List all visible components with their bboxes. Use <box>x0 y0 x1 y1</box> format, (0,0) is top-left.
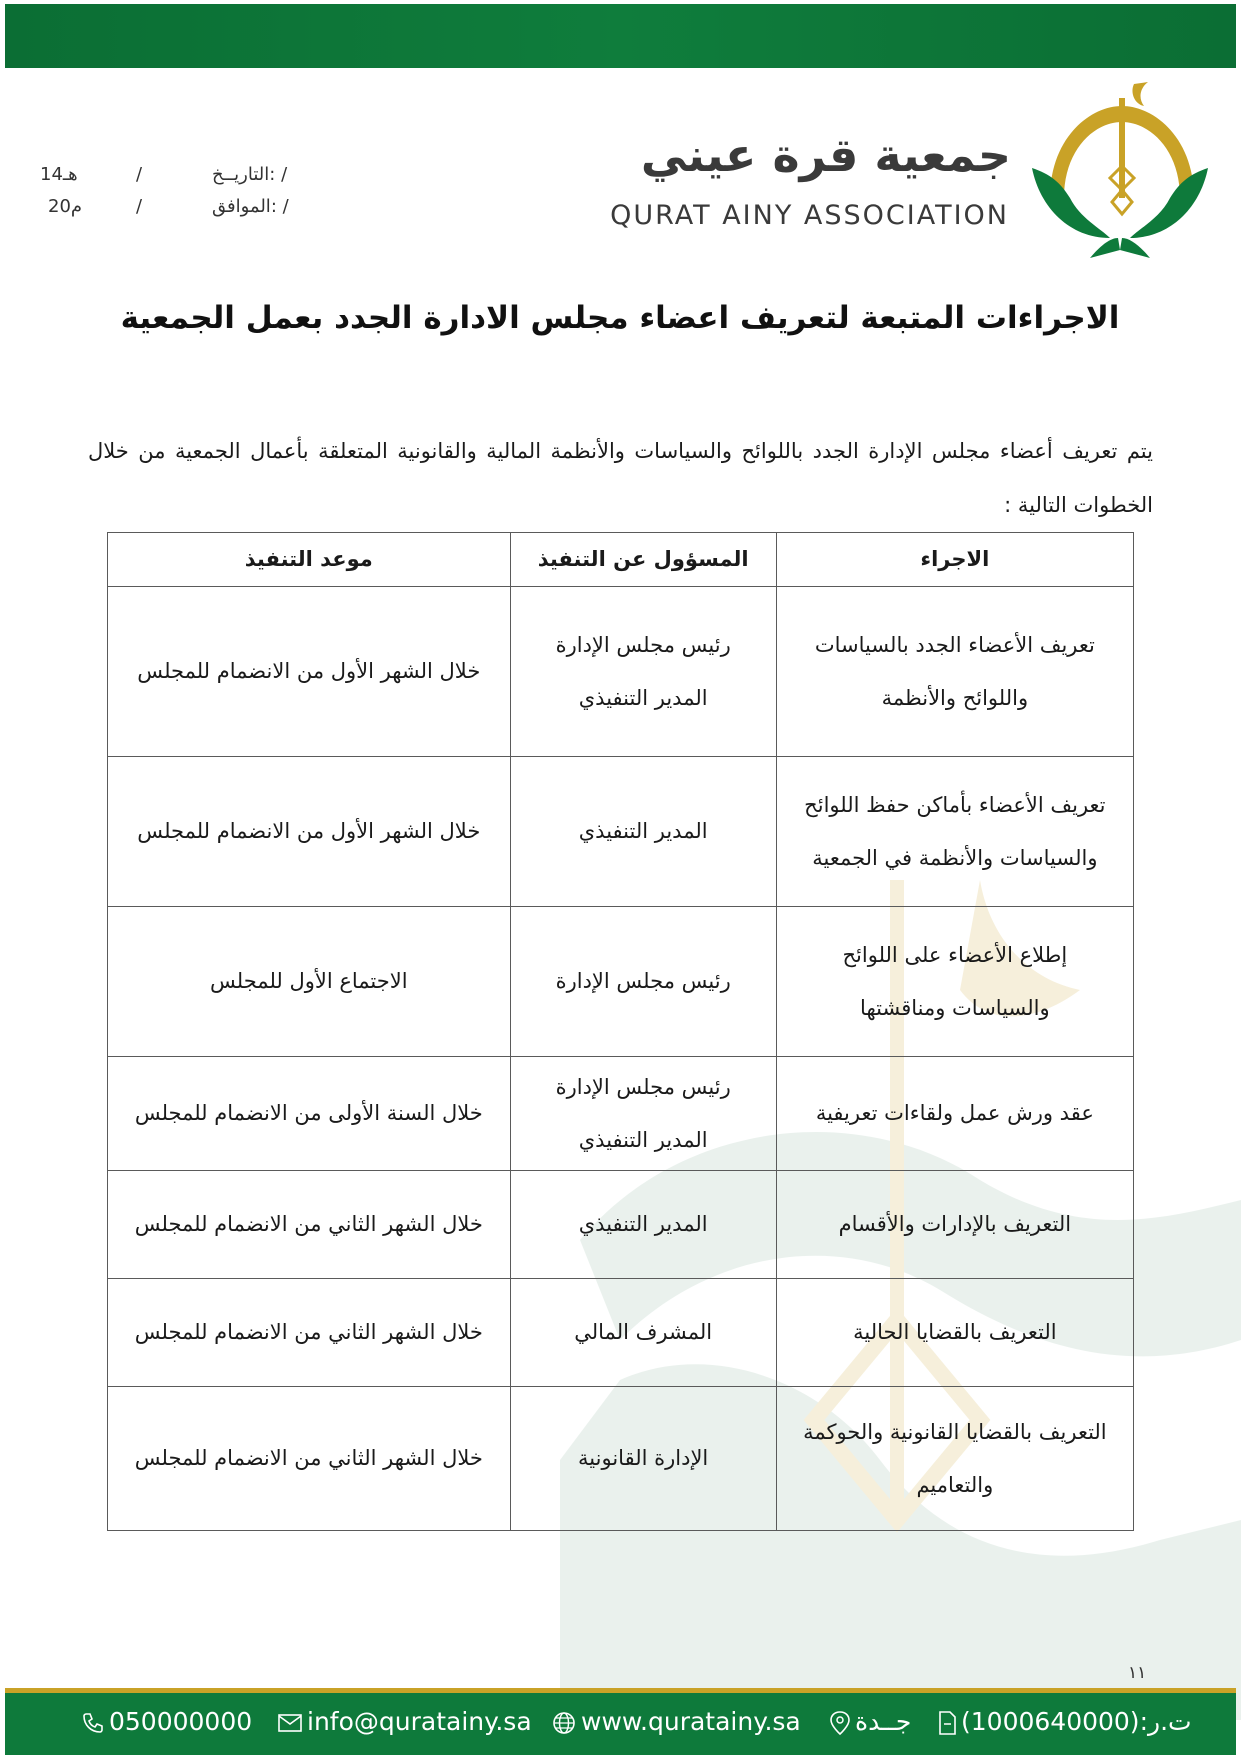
owner-line: رئيس مجلس الإدارة <box>555 632 731 657</box>
owner-line: رئيس مجلس الإدارة <box>555 1074 731 1099</box>
globe-icon <box>551 1710 577 1736</box>
document-icon <box>937 1710 957 1736</box>
city-name: جــدة <box>855 1707 912 1736</box>
phone-icon <box>81 1711 105 1735</box>
action-cell: التعريف بالقضايا الحالية <box>776 1279 1133 1387</box>
table-header-row <box>108 533 1134 587</box>
action-cell: تعريف الأعضاء الجدد بالسياسات واللوائح والأنظمة <box>776 587 1133 757</box>
action-cell: التعريف بالإدارات والأقسام <box>776 1171 1133 1279</box>
brand-name-arabic: جمعية قرة عيني <box>640 128 1011 182</box>
gregorian-date-row <box>40 196 310 228</box>
owner-cell: الإدارة القانونية <box>510 1387 776 1531</box>
location-pin-icon <box>829 1710 851 1736</box>
gregorian-date-label: الموافق: / <box>212 196 289 217</box>
table-row <box>108 1171 1134 1279</box>
table-row <box>108 1387 1134 1531</box>
footer-band <box>5 1693 1236 1755</box>
table-row <box>108 907 1134 1057</box>
action-cell: تعريف الأعضاء بأماكن حفظ اللوائح والسياسات والأنظمة في الجمعية <box>776 757 1133 907</box>
procedures-table <box>107 532 1134 1531</box>
action-cell: إطلاع الأعضاء على اللوائح والسياسات ومناقشتها <box>776 907 1133 1057</box>
action-cell: التعريف بالقضايا القانونية والحوكمة والتعاميم <box>776 1387 1133 1531</box>
brand-name-english: QURAT AINY ASSOCIATION <box>610 200 1009 231</box>
footer-location <box>825 1707 911 1736</box>
owner-cell <box>510 1057 776 1171</box>
timing-cell: خلال الشهر الثاني من الانضمام للمجلس <box>108 1171 511 1279</box>
timing-cell: خلال الشهر الأول من الانضمام للمجلس <box>108 587 511 757</box>
owner-cell: رئيس مجلس الإدارة <box>510 907 776 1057</box>
footer-website[interactable] <box>547 1707 801 1736</box>
header-action: الاجراء <box>776 533 1133 587</box>
mail-icon <box>277 1712 303 1734</box>
owner-cell: المشرف المالي <box>510 1279 776 1387</box>
owner-line: المدير التنفيذي <box>578 1127 708 1152</box>
table-row <box>108 1279 1134 1387</box>
gregorian-separator: / <box>136 196 143 217</box>
intro-paragraph: يتم تعريف أعضاء مجلس الإدارة الجدد باللوائح والسياسات والأنظمة المالية والقانونية المتعلقة بأعمال الجمعية من خلال الخطوات التالية : <box>88 439 1153 517</box>
table-row <box>108 587 1134 757</box>
hijri-date-label: التاريــخ: / <box>212 164 288 185</box>
hijri-date-row <box>40 164 310 196</box>
action-cell: عقد ورش عمل ولقاءات تعريفية <box>776 1057 1133 1171</box>
timing-cell: خلال الشهر الثاني من الانضمام للمجلس <box>108 1279 511 1387</box>
timing-cell: خلال السنة الأولى من الانضمام للمجلس <box>108 1057 511 1171</box>
table-row <box>108 757 1134 907</box>
document-title: الاجراءات المتبعة لتعريف اعضاء مجلس الادارة الجدد بعمل الجمعية <box>120 300 1120 336</box>
owner-cell: المدير التنفيذي <box>510 757 776 907</box>
header-owner: المسؤول عن التنفيذ <box>510 533 776 587</box>
timing-cell: الاجتماع الأول للمجلس <box>108 907 511 1057</box>
email-address: info@quratainy.sa <box>307 1707 532 1736</box>
owner-line: المدير التنفيذي <box>578 685 708 710</box>
owner-cell <box>510 587 776 757</box>
phone-number: 050000000 <box>109 1707 253 1736</box>
owner-cell: المدير التنفيذي <box>510 1171 776 1279</box>
footer-email[interactable] <box>273 1707 532 1736</box>
footer-phone[interactable] <box>77 1707 252 1736</box>
timing-cell: خلال الشهر الثاني من الانضمام للمجلس <box>108 1387 511 1531</box>
hijri-year-suffix: 14هـ <box>40 164 78 185</box>
header-timing: موعد التنفيذ <box>108 533 511 587</box>
table-row <box>108 1057 1134 1171</box>
timing-cell: خلال الشهر الأول من الانضمام للمجلس <box>108 757 511 907</box>
association-logo <box>1030 78 1210 263</box>
page-number: ١١ <box>1128 1663 1147 1683</box>
header-band <box>5 4 1236 68</box>
website-url: www.quratainy.sa <box>581 1707 801 1736</box>
gregorian-year-suffix: 20م <box>48 196 83 217</box>
footer-license <box>933 1707 1192 1736</box>
license-number: (1000640000):ت.ر <box>961 1707 1192 1736</box>
date-block <box>40 164 310 228</box>
hijri-separator: / <box>136 164 143 185</box>
